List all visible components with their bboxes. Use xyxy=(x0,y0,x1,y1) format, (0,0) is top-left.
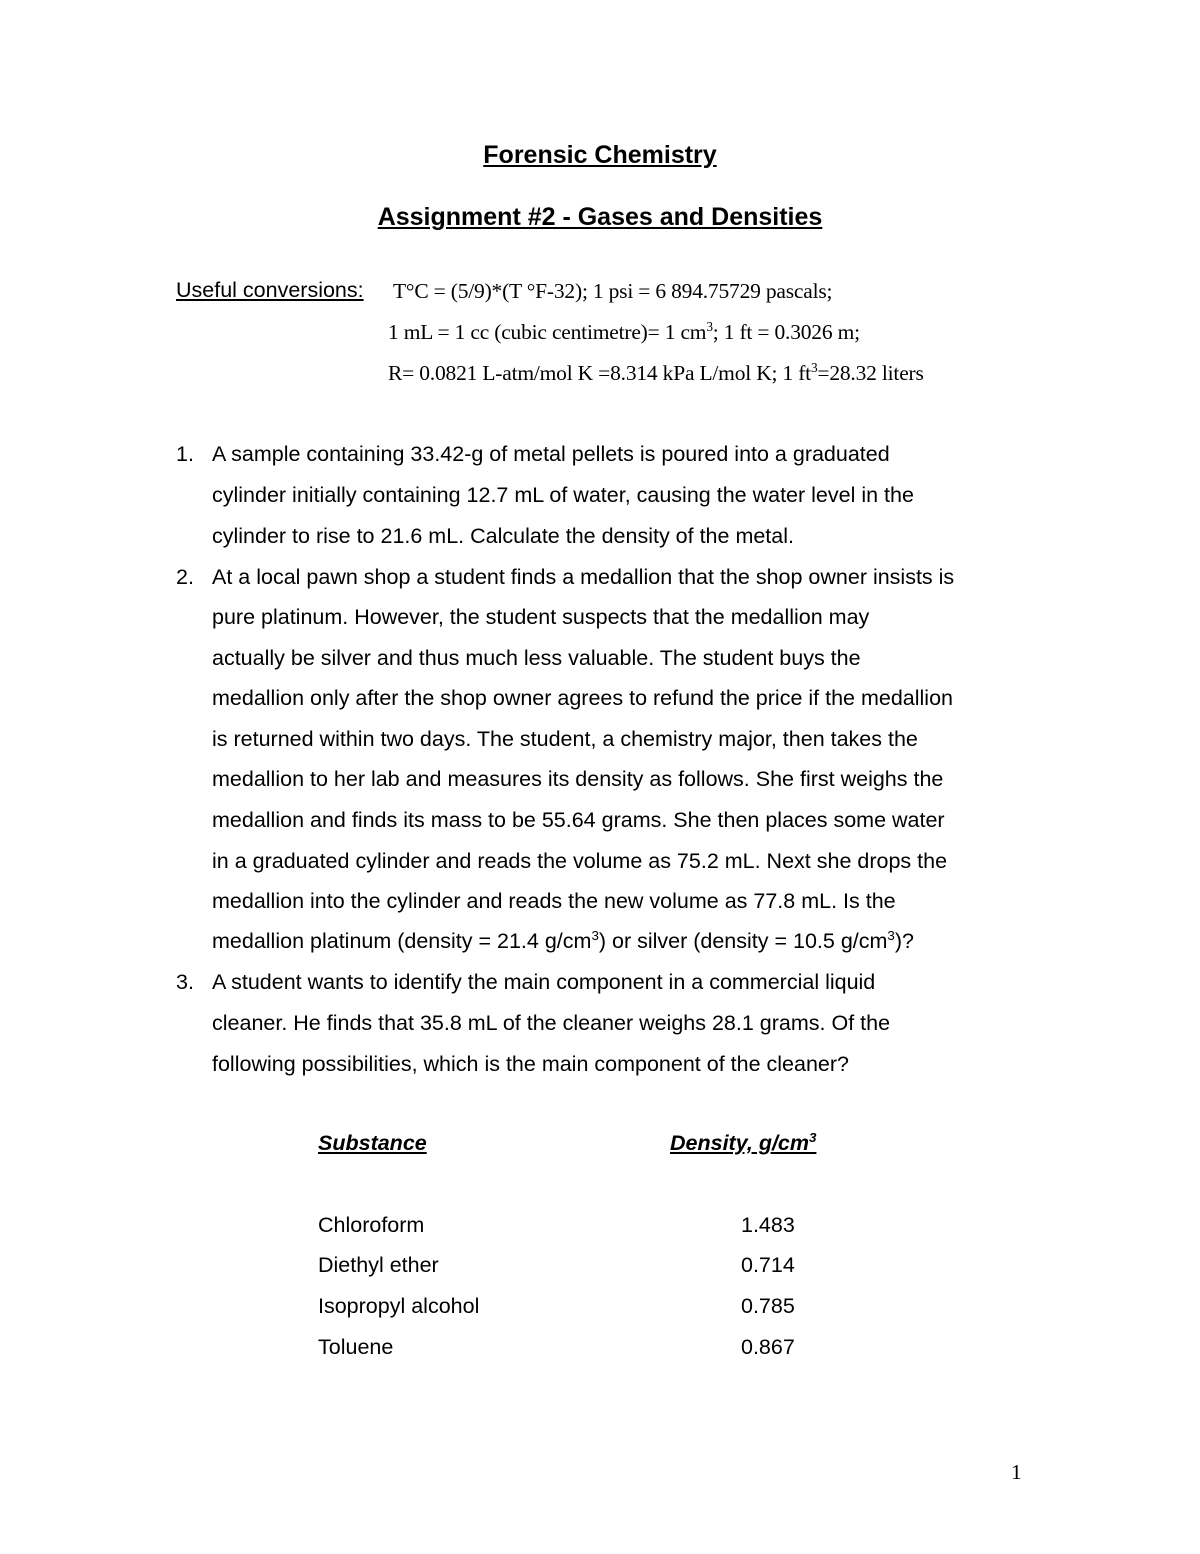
question-1-line: A sample containing 33.42-g of metal pellets is poured into a graduated xyxy=(212,442,890,466)
table-cell-density: 0.785 xyxy=(741,1294,795,1318)
question-number: 1. xyxy=(176,442,194,466)
table-cell-substance: Isopropyl alcohol xyxy=(318,1294,480,1318)
question-3-line: cleaner. He finds that 35.8 mL of the cleaner weighs 28.1 grams. Of the xyxy=(212,1011,891,1035)
question-number: 2. xyxy=(176,565,194,589)
question-3-line: following possibilities, which is the main component of the cleaner? xyxy=(212,1052,849,1076)
question-3-line: A student wants to identify the main component in a commercial liquid xyxy=(212,970,876,994)
document-title: Forensic Chemistry xyxy=(483,141,717,169)
question-2-line: medallion into the cylinder and reads the new volume as 77.8 mL. Is the xyxy=(212,889,896,913)
table-header-substance: Substance xyxy=(318,1131,427,1155)
conversion-line-3: R= 0.0821 L-atm/mol K =8.314 kPa L/mol K; 1 $ft^3=28.32$ liters xyxy=(388,359,924,385)
table-cell-density: 0.867 xyxy=(741,1335,795,1359)
question-2-line: medallion and finds its mass to be 55.64 grams. She then places some water xyxy=(212,808,945,832)
question-1-line: cylinder to rise to 21.6 mL. Calculate the density of the metal. xyxy=(212,524,794,548)
question-2-line: pure platinum. However, the student suspects that the medallion may xyxy=(212,605,870,629)
table-cell-density: 1.483 xyxy=(741,1213,795,1237)
question-2-line: actually be silver and thus much less valuable. The student buys the xyxy=(212,646,861,670)
conversions-label: Useful conversions: xyxy=(176,278,364,302)
conversion-line-1: T°C = (5/9)*(T °F-32); 1 psi = 6 894.75729 pascals; xyxy=(393,279,833,303)
table-cell-substance: Chloroform xyxy=(318,1213,425,1237)
table-cell-substance: Diethyl ether xyxy=(318,1253,439,1277)
assignment-subtitle: Assignment #2 - Gases and Densities xyxy=(377,203,823,231)
question-2-line: medallion to her lab and measures its density as follows. She first weighs the xyxy=(212,767,944,791)
question-number: 3. xyxy=(176,970,194,994)
table-cell-substance: Toluene xyxy=(318,1335,394,1359)
question-2-line: medallion only after the shop owner agrees to refund the price if the medallion xyxy=(212,686,953,710)
question-2-line: At a local pawn shop a student finds a medallion that the shop owner insists is xyxy=(212,565,955,589)
table-header-density: Density, $g/cm^3$ xyxy=(670,1129,817,1155)
page-number: 1 xyxy=(1011,1460,1022,1484)
question-2-line: is returned within two days. The student, a chemistry major, then takes the xyxy=(212,727,918,751)
conversion-line-2: 1 mL = 1 cc (cubic centimetre)= 1 $cm^3$; 1 ft = 0.3026 m; xyxy=(388,318,860,344)
table-cell-density: 0.714 xyxy=(741,1253,795,1277)
question-1-line: cylinder initially containing 12.7 mL of water, causing the water level in the xyxy=(212,483,914,507)
question-2-line: medallion platinum (density = 21.4 $g/cm^3$) or silver (density = 10.5 $g/cm^3$)? xyxy=(212,927,914,953)
question-2-line: in a graduated cylinder and reads the volume as 75.2 mL. Next she drops the xyxy=(212,849,948,873)
